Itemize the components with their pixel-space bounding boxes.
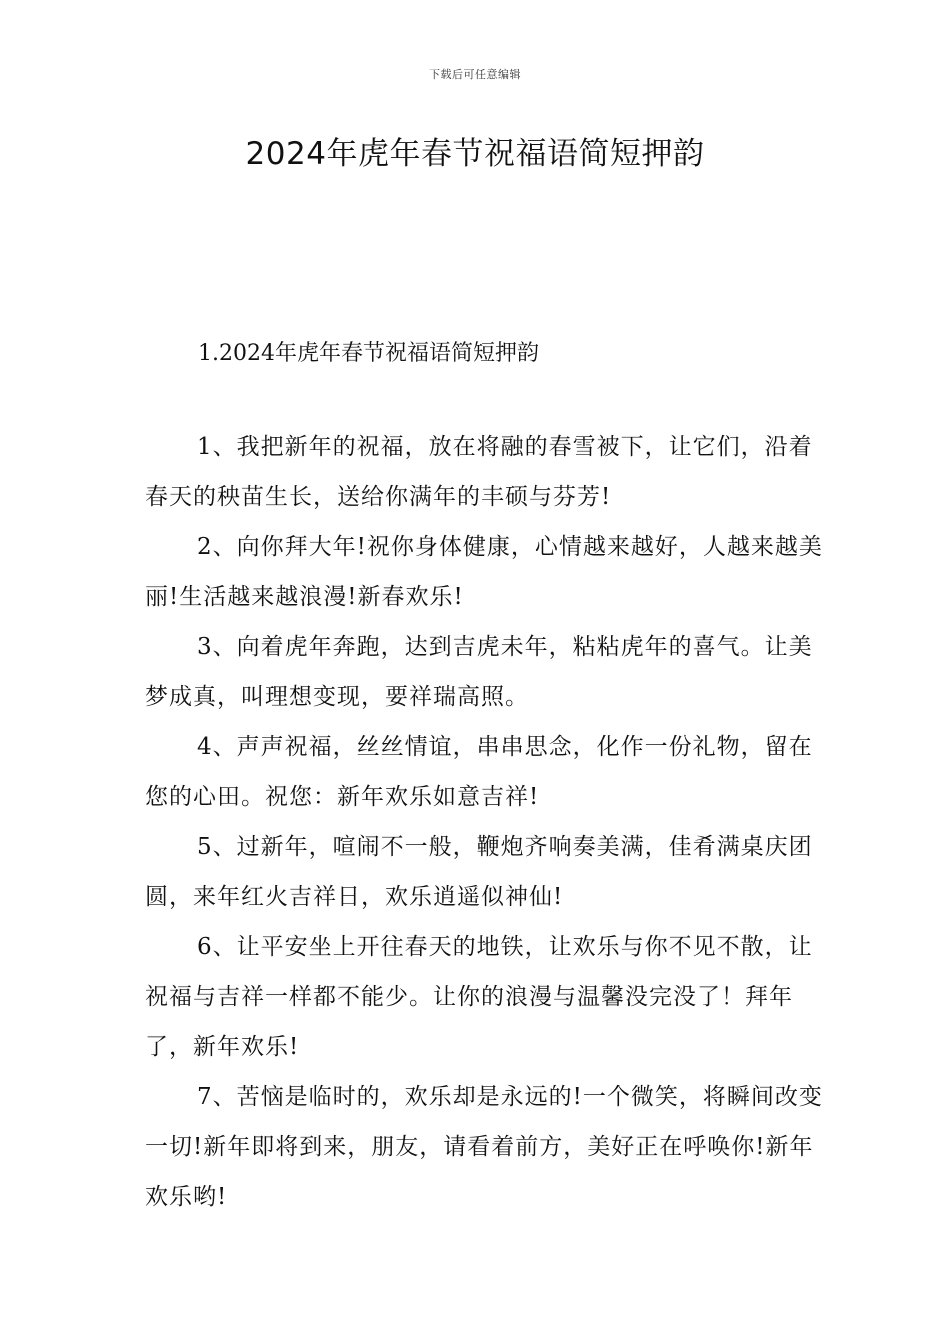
body-text xyxy=(145,422,825,1222)
paragraph-7: 7、苦恼是临时的，欢乐却是永远的!一个微笑，将瞬间改变一切!新年即将到来，朋友，请看着前方，美好正在呼唤你!新年欢乐哟! xyxy=(145,1084,823,1210)
section-heading: 1.2024年虎年春节祝福语简短押韵 xyxy=(198,341,539,366)
paragraph-5: 5、过新年，喧闹不一般，鞭炮齐响奏美满，佳肴满桌庆团圆，来年红火吉祥日，欢乐逍遥似神仙! xyxy=(145,834,813,910)
paragraph-4: 4、声声祝福，丝丝情谊，串串思念，化作一份礼物，留在您的心田。祝您：新年欢乐如意吉祥! xyxy=(145,734,813,810)
paragraph-6: 6、让平安坐上开往春天的地铁，让欢乐与你不见不散，让祝福与吉祥一样都不能少。让你的浪漫与温馨没完没了！拜年了，新年欢乐! xyxy=(145,934,813,1060)
paragraph-3: 3、向着虎年奔跑，达到吉虎未年，粘粘虎年的喜气。让美梦成真，叫理想变现，要祥瑞高照。 xyxy=(145,634,813,710)
paragraph-1: 1、我把新年的祝福，放在将融的春雪被下，让它们，沿着春天的秧苗生长，送给你满年的丰硕与芬芳! xyxy=(145,434,813,510)
header-note: 下载后可任意编辑 xyxy=(429,68,521,81)
page-title: 2024年虎年春节祝福语简短押韵 xyxy=(245,136,705,172)
paragraph-2: 2、向你拜大年!祝你身体健康，心情越来越好，人越来越美丽!生活越来越浪漫!新春欢乐! xyxy=(145,534,823,610)
